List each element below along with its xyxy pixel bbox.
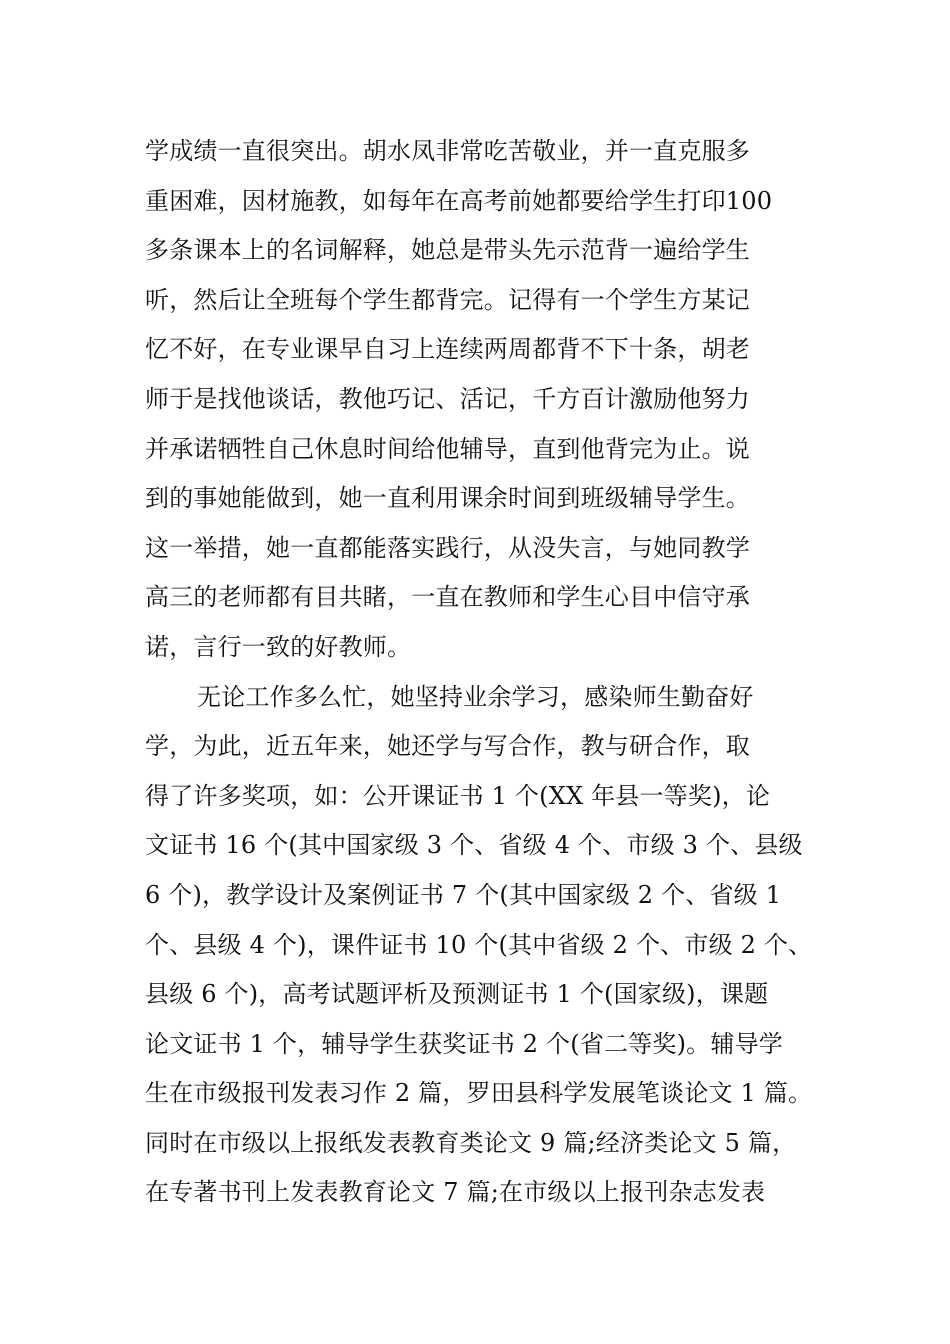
text-line: 诺，言行一致的好教师。 xyxy=(145,632,412,661)
text-line: 生在市级报刊发表习作 2 篇，罗田县科学发展笔谈论文 1 篇。 xyxy=(145,1079,813,1108)
text-line: 同时在市级以上报纸发表教育类论文 9 篇;经济类论文 5 篇， xyxy=(145,1128,797,1157)
text-line: 师于是找他谈话，教他巧记、活记，千方百计激励他努力 xyxy=(145,384,750,413)
paragraph-first-line: 无论工作多么忙，她坚持业余学习，感染师生勤奋好 xyxy=(197,682,754,711)
text-line: 这一举措，她一直都能落实践行，从没失言，与她同教学 xyxy=(145,533,750,562)
text-line: 文证书 16 个(其中国家级 3 个、省级 4 个、市级 3 个、县级 xyxy=(145,831,803,860)
text-line: 县级 6 个)，高考试题评析及预测证书 1 个(国家级)，课题 xyxy=(145,980,769,1009)
text-line: 6 个)，教学设计及案例证书 7 个(其中国家级 2 个、省级 1 xyxy=(145,880,782,909)
text-line: 到的事她能做到，她一直利用课余时间到班级辅导学生。 xyxy=(145,484,750,513)
text-line: 个、县级 4 个)，课件证书 10 个(其中省级 2 个、市级 2 个、 xyxy=(145,930,813,959)
text-line: 多条课本上的名词解释，她总是带头先示范背一遍给学生 xyxy=(145,236,750,265)
text-line: 在专著书刊上发表教育论文 7 篇;在市级以上报刊杂志发表 xyxy=(145,1178,766,1207)
text-line: 学成绩一直很突出。胡水凤非常吃苦敬业，并一直克服多 xyxy=(145,137,750,165)
text-line: 高三的老师都有目共睹，一直在教师和学生心目中信守承 xyxy=(145,583,750,612)
text-line: 得了许多奖项，如：公开课证书 1 个(XX 年县一等奖)，论 xyxy=(145,781,771,810)
text-line: 论文证书 1 个，辅导学生获奖证书 2 个(省二等奖)。辅导学 xyxy=(145,1029,783,1058)
text-line: 重困难，因材施教，如每年在高考前她都要给学生打印100 xyxy=(145,186,773,215)
text-line: 听，然后让全班每个学生都背完。记得有一个学生方某记 xyxy=(145,285,750,314)
text-line: 忆不好，在专业课早自习上连续两周都背不下十条，胡老 xyxy=(145,335,750,364)
text-line: 学，为此，近五年来，她还学与写合作，教与研合作，取 xyxy=(145,732,750,761)
document-body xyxy=(145,127,835,1218)
text-line: 并承诺牺牲自己休息时间给他辅导，直到他背完为止。说 xyxy=(145,434,750,463)
